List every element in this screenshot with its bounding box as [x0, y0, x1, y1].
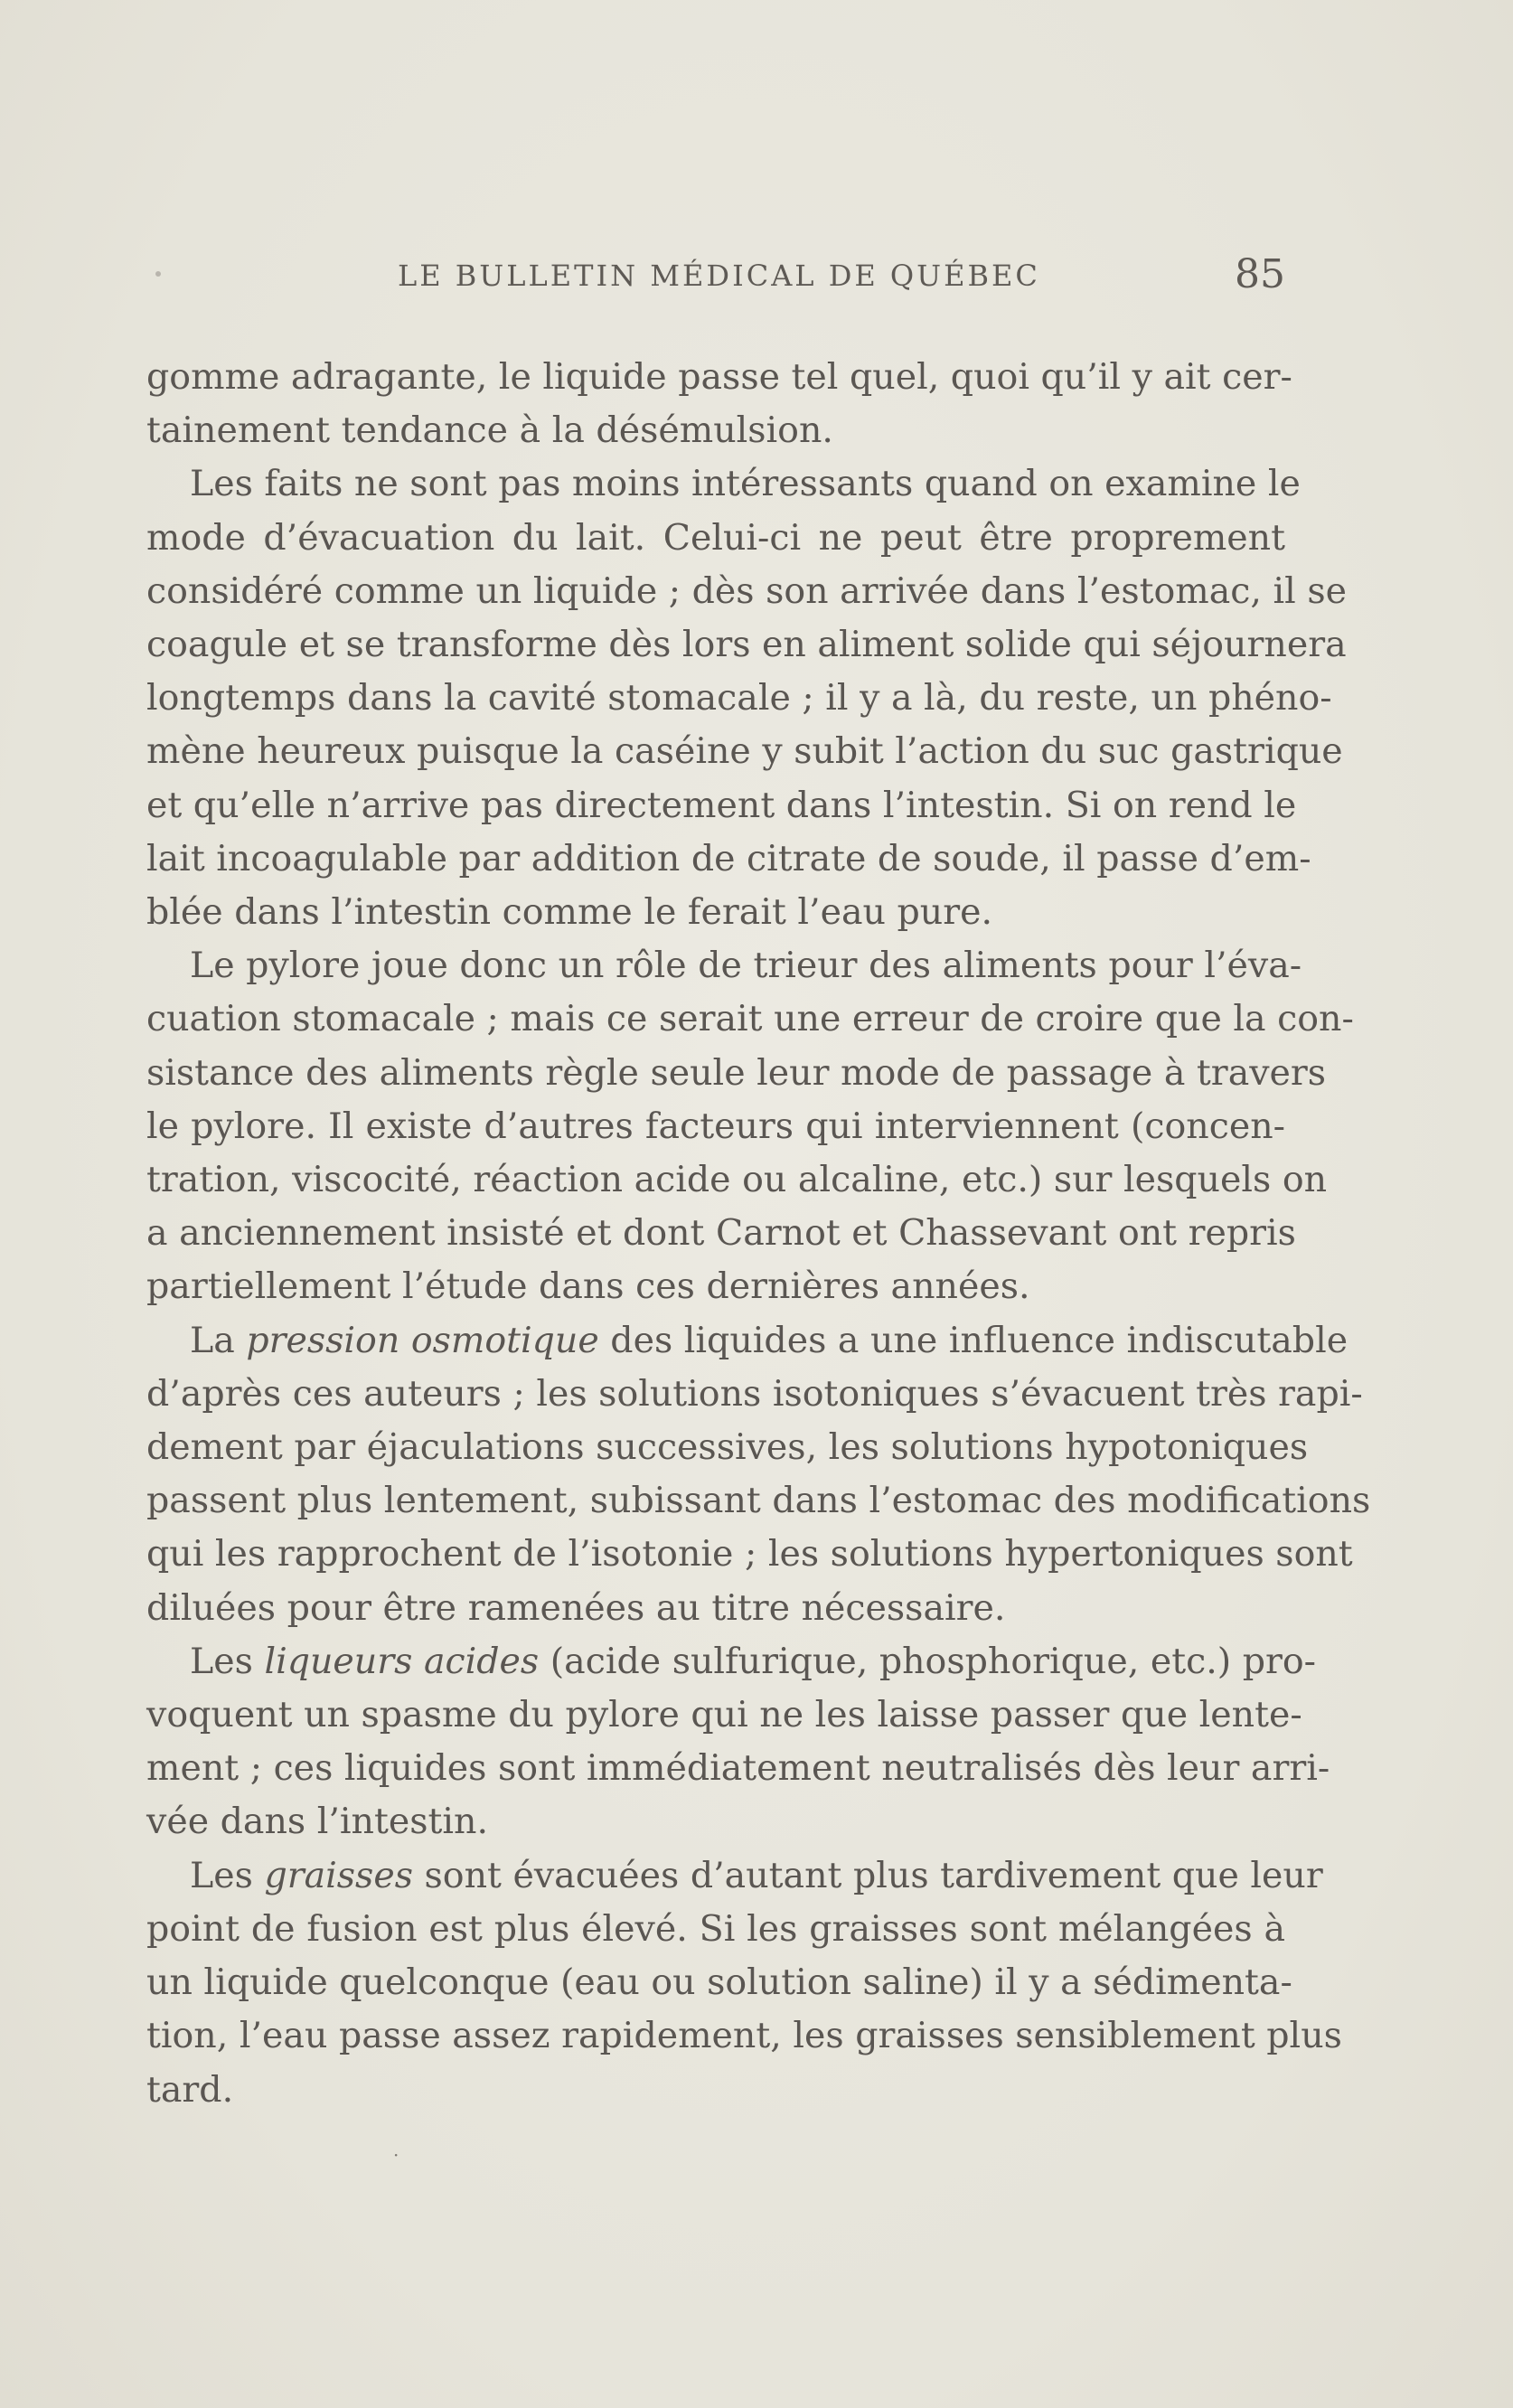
page-header: [145, 251, 1285, 306]
text-line: voquent un spasme du pylore qui ne les laisse passer que lente-: [146, 1694, 1302, 1736]
text-line: partiellement l’étude dans ces dernières années.: [146, 1265, 1030, 1308]
text-line: gomme adragante, le liquide passe tel quel, quoi qu’il y ait cer-: [146, 356, 1292, 398]
italic-term: liqueurs acides: [264, 1640, 540, 1682]
text-line: Les faits ne sont pas moins intéressants quand on examine le: [190, 463, 1301, 505]
paragraph: [146, 457, 1348, 939]
text-line: a anciennement insisté et dont Carnot et Chassevant ont repris: [146, 1212, 1296, 1255]
text-line: Le pylore joue donc un rôle de trieur des aliments pour l’éva-: [190, 945, 1302, 987]
text-line: passent plus lentement, subissant dans l’estomac des modifications: [146, 1480, 1371, 1522]
stray-mark: ·: [393, 2144, 399, 2166]
text-run: La: [190, 1319, 247, 1361]
text-line: diluées pour être ramenées au titre nécessaire.: [146, 1586, 1006, 1629]
paragraph: [146, 351, 1292, 457]
text-line: lait incoagulable par addition de citrate de soude, il passe d’em-: [146, 837, 1311, 879]
text-run: Les: [190, 1640, 265, 1682]
text-line: tard.: [146, 2068, 234, 2111]
paragraph: [146, 1635, 1330, 1849]
text-line: [146, 1314, 1349, 1368]
text-line: longtemps dans la cavité stomacale ; il y a là, du reste, un phéno-: [146, 677, 1332, 720]
text-line: coagule et se transforme dès lors en aliment solide qui séjournera: [146, 624, 1347, 666]
text-run: des liquides a une influence indiscutable: [598, 1319, 1349, 1361]
text-line: tainement tendance à la désémulsion.: [146, 409, 833, 452]
body-text: [146, 351, 1371, 2117]
text-line: considéré comme un liquide ; dès son arrivée dans l’estomac, il se: [146, 569, 1348, 612]
text-line: tion, l’eau passe assez rapidement, les graisses sensiblement plus: [146, 2015, 1342, 2057]
text-line: et qu’elle n’arrive pas directement dans l’intestin. Si on rend le: [146, 784, 1297, 826]
text-line: cuation stomacale ; mais ce serait une erreur de croire que la con-: [146, 998, 1354, 1040]
paragraph: [146, 1314, 1371, 1635]
text-run: (acide sulfurique, phosphorique, etc.) pro-: [539, 1640, 1317, 1682]
text-line: d’après ces auteurs ; les solutions isotoniques s’évacuent très rapi-: [146, 1372, 1363, 1415]
text-line: mène heureux puisque la caséine y subit l’action du suc gastrique: [146, 730, 1343, 773]
italic-term: pression osmotique: [246, 1319, 599, 1361]
text-run: sont évacuées d’autant plus tardivement que leur: [412, 1854, 1323, 1896]
running-head: LE BULLETIN MÉDICAL DE QUÉBEC: [398, 259, 1040, 293]
text-line: tration, viscocité, réaction acide ou alcaline, etc.) sur lesquels on: [146, 1159, 1328, 1201]
text-line: ment ; ces liquides sont immédiatement neutralisés dès leur arri-: [146, 1747, 1330, 1790]
page-number: 85: [1235, 251, 1285, 297]
text-line: point de fusion est plus élevé. Si les graisses sont mélangées à: [146, 1907, 1285, 1950]
text-line: [146, 1635, 1317, 1688]
paragraph: [146, 1849, 1342, 2117]
text-line: le pylore. Il existe d’autres facteurs qui interviennent (concen-: [146, 1105, 1285, 1147]
text-line: mode d’évacuation du lait. Celui-ci ne peut être proprement: [146, 516, 1285, 559]
text-line: qui les rapprochent de l’isotonie ; les solutions hypertoniques sont: [146, 1533, 1353, 1576]
text-line: un liquide quelconque (eau ou solution saline) il y a sédimenta-: [146, 1961, 1292, 2004]
paragraph: [146, 939, 1354, 1313]
header-dot: [155, 271, 161, 277]
text-line: [146, 1849, 1323, 1903]
text-line: sistance des aliments règle seule leur mode de passage à travers: [146, 1051, 1327, 1094]
text-line: dement par éjaculations successives, les solutions hypotoniques: [146, 1426, 1309, 1469]
text-line: blée dans l’intestin comme le ferait l’eau pure.: [146, 891, 993, 934]
italic-term: graisses: [264, 1854, 413, 1896]
text-line: vée dans l’intestin.: [146, 1801, 489, 1843]
text-run: Les: [190, 1854, 265, 1896]
